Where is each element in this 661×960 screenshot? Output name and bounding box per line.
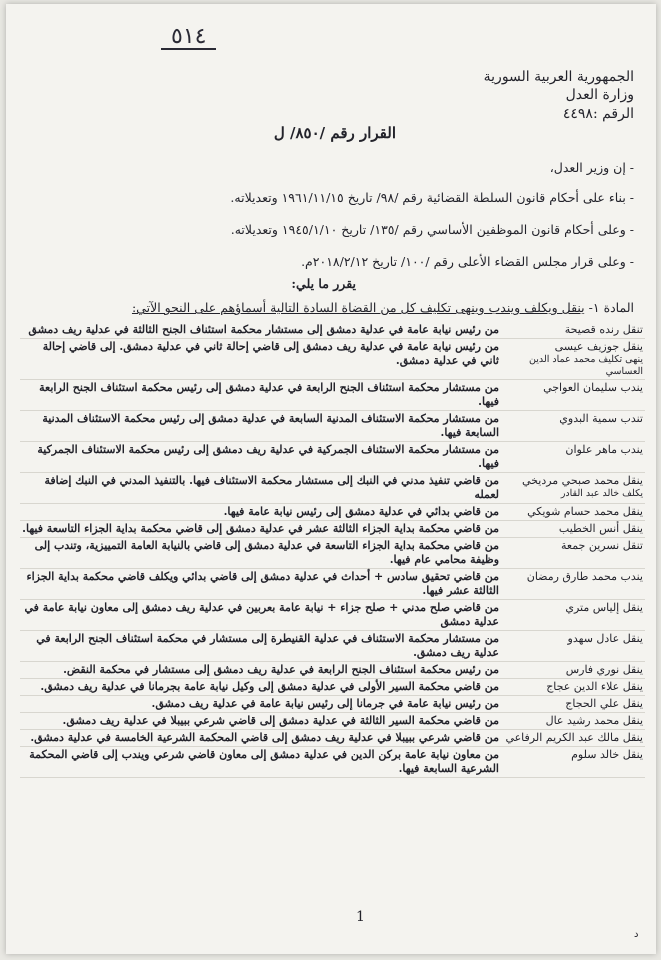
- table-row: [20, 442, 645, 473]
- judge-name-cell: [501, 322, 645, 339]
- judge-name-cell: [501, 339, 645, 380]
- judge-name-secondary: ينهى تكليف محمد عماد الدين العساسي: [528, 354, 643, 377]
- table-row: [20, 631, 645, 662]
- judge-name-cell: [501, 696, 645, 713]
- judge-name-cell: [501, 411, 645, 442]
- judge-name-cell: [501, 679, 645, 696]
- assignment-description: من قاضي محكمة بداية الجزاء الثالثة عشر في عدلية دمشق إلى قاضي محكمة بداية الجزاء التاسعة فيها.: [20, 521, 501, 538]
- header-republic: الجمهورية العربية السورية: [483, 69, 634, 85]
- assignment-description: من قاضي صلح مدني + صلح جزاء + نيابة عامة بعربين في عدلية ريف دمشق إلى معاون نيابة عامة في عدلية دمشق: [20, 600, 501, 631]
- table-row: [20, 679, 645, 696]
- assignments-table: [20, 322, 645, 778]
- assignment-description: من قاضي محكمة بداية الجزاء التاسعة في عدلية دمشق إلى قاضي بالنيابة العامة التمييزية، وتندب إلى وظيفة محامي عام فيها.: [20, 538, 501, 569]
- table-row: [20, 322, 645, 339]
- assignment-description: من قاضي بدائي في عدلية دمشق إلى رئيس نيابة عامة فيها.: [20, 504, 501, 521]
- table-row: [20, 713, 645, 730]
- table-row: [20, 339, 645, 380]
- judge-name: ينقل نوري فارس: [565, 663, 643, 676]
- assignment-description: من مستشار محكمة الاستئناف المدنية السابعة في عدلية دمشق إلى رئيس محكمة الاستئناف المدنية السابعة فيها.: [20, 411, 501, 442]
- assignment-description: من معاون نيابة عامة بركن الدين في عدلية دمشق إلى معاون قاضي شرعي ويندب إلى قاضي المحكمة الشرعية السابعة فيها.: [20, 747, 501, 778]
- table-row: [20, 504, 645, 521]
- judge-name: ينقل محمد حسام شويكي: [527, 505, 643, 518]
- table-row: [20, 473, 645, 504]
- assignment-description: من قاضي محكمة السير الأولى في عدلية دمشق إلى وكيل نيابة عامة بجرمانا في عدلية ريف دمشق.: [20, 679, 501, 696]
- decides-heading: يقرر ما يلي:: [291, 276, 356, 291]
- judge-name: ينقل جوزيف عيسى: [554, 340, 643, 353]
- judge-name-cell: [501, 600, 645, 631]
- assignment-description: من رئيس نيابة عامة في عدلية ريف دمشق إلى قاضي إحالة ثاني في عدلية دمشق. إلى قاضي إحالة ثاني في عدلية دمشق.: [20, 339, 501, 380]
- judge-name: تنقل رنده قصيحة: [564, 323, 643, 336]
- assignment-description: من رئيس محكمة استئناف الجنح الرابعة في عدلية ريف دمشق إلى مستشار في محكمة النقض.: [20, 662, 501, 679]
- judge-name-cell: [501, 747, 645, 778]
- article-label: المادة ١-: [588, 300, 634, 315]
- table-row: [20, 662, 645, 679]
- judge-name: تندب سمية البدوي: [559, 412, 643, 425]
- document-page: [6, 4, 656, 954]
- assignment-description: من قاضي تحقيق سادس + أحداث في عدلية دمشق إلى قاضي بدائي ويكلف قاضي محكمة بداية الجزاء الثالثة عشر فيها.: [20, 569, 501, 600]
- preamble-line: - بناء على أحكام قانون السلطة القضائية رقم /٩٨/ تاريخ ١٩٦١/١١/١٥ وتعديلاته.: [230, 190, 634, 205]
- judge-name-cell: [501, 521, 645, 538]
- judge-name: ينقل أنس الخطيب: [558, 522, 643, 535]
- table-row: [20, 600, 645, 631]
- assignment-description: من مستشار محكمة استئناف الجنح الرابعة في عدلية دمشق إلى رئيس محكمة استئناف الجنح الرابعة فيها.: [20, 380, 501, 411]
- table-row: [20, 747, 645, 778]
- judge-name: ينقل محمد رشيد عال: [545, 714, 643, 727]
- judge-name-cell: [501, 473, 645, 504]
- table-row: [20, 696, 645, 713]
- preamble-line: - وعلى أحكام قانون الموظفين الأساسي رقم /١٣٥/ تاريخ ١٩٤٥/١/١٠ وتعديلاته.: [230, 222, 634, 237]
- assignment-description: من قاضي شرعي ببيبلا في عدلية ريف دمشق إلى قاضي المحكمة الشرعية الخامسة في عدلية دمشق.: [20, 730, 501, 747]
- table-row: [20, 521, 645, 538]
- header-number: الرقم :٤٤٩٨: [562, 106, 634, 122]
- assignment-description: من مستشار محكمة الاستئناف في عدلية القنيطرة إلى مستشار في محكمة استئناف الجنح الرابعة في عدلية ريف دمشق.: [20, 631, 501, 662]
- assignment-description: من مستشار محكمة الاستئناف الجمركية في عدلية ريف دمشق إلى رئيس محكمة الاستئناف الجمركية فيها.: [20, 442, 501, 473]
- table-row: [20, 380, 645, 411]
- article-1: [28, 300, 634, 315]
- judge-name-cell: [501, 442, 645, 473]
- assignment-description: من قاضي تنفيذ مدني في النبك إلى مستشار محكمة الاستئناف فيها. بالتنفيذ المدني في النبك إضافة لعمله: [20, 473, 501, 504]
- judge-name-cell: [501, 380, 645, 411]
- judge-name-cell: [501, 730, 645, 747]
- judge-name: يندب ماهر علوان: [565, 443, 643, 456]
- judge-name-cell: [501, 538, 645, 569]
- preamble-line: - وعلى قرار مجلس القضاء الأعلى رقم /١٠٠/ تاريخ ٢٠١٨/٢/١٢م.: [301, 254, 634, 269]
- judge-name-cell: [501, 631, 645, 662]
- judge-name: ينقل خالد سلوم: [571, 748, 643, 761]
- judge-name: ينقل عادل سهدو: [567, 632, 643, 645]
- decision-title: القرار رقم /٨٥٠/ ل: [273, 124, 396, 142]
- judge-name: يندب سليمان العواجي: [543, 381, 643, 394]
- assignment-description: من رئيس نيابة عامة في جرمانا إلى رئيس نيابة عامة في عدلية ريف دمشق.: [20, 696, 501, 713]
- table-row: [20, 411, 645, 442]
- judge-name: ينقل علاء الدين عجاج: [546, 680, 643, 693]
- table-row: [20, 569, 645, 600]
- judge-name-cell: [501, 713, 645, 730]
- assignment-description: من رئيس نيابة عامة في عدلية دمشق إلى مستشار محكمة استئناف الجنح الثالثة في عدلية ريف دمشق: [20, 322, 501, 339]
- judge-name-cell: [501, 569, 645, 600]
- header-ministry: وزارة العدل: [565, 87, 634, 103]
- handwritten-number: ٥١٤: [161, 26, 216, 50]
- judge-name: ينقل محمد صبحي مرديخي: [521, 474, 643, 487]
- judge-name-cell: [501, 662, 645, 679]
- page-number: 1: [356, 909, 365, 925]
- assignment-description: من قاضي محكمة السير الثالثة في عدلية دمشق إلى قاضي شرعي ببيبلا في عدلية ريف دمشق.: [20, 713, 501, 730]
- preamble-line: - إن وزير العدل،: [549, 160, 634, 175]
- article-text: ينقل ويكلف ويندب وينهى تكليف كل من القضاة السادة التالية أسماؤهم على النحو الآتي:: [131, 300, 585, 315]
- judge-name: ينقل مالك عبد الكريم الرفاعي: [505, 731, 643, 744]
- judge-name: ينقل إلياس متري: [565, 601, 643, 614]
- judge-name: يندب محمد طارق رمضان: [526, 570, 643, 583]
- judge-name: ينقل علي الحجاج: [565, 697, 643, 710]
- table-row: [20, 538, 645, 569]
- judge-name: تنقل نسرين جمعة: [560, 539, 643, 552]
- table-row: [20, 730, 645, 747]
- judge-name-cell: [501, 504, 645, 521]
- judge-name-secondary: يكلف خالد عبد القادر: [560, 488, 643, 499]
- corner-mark: د: [634, 929, 639, 940]
